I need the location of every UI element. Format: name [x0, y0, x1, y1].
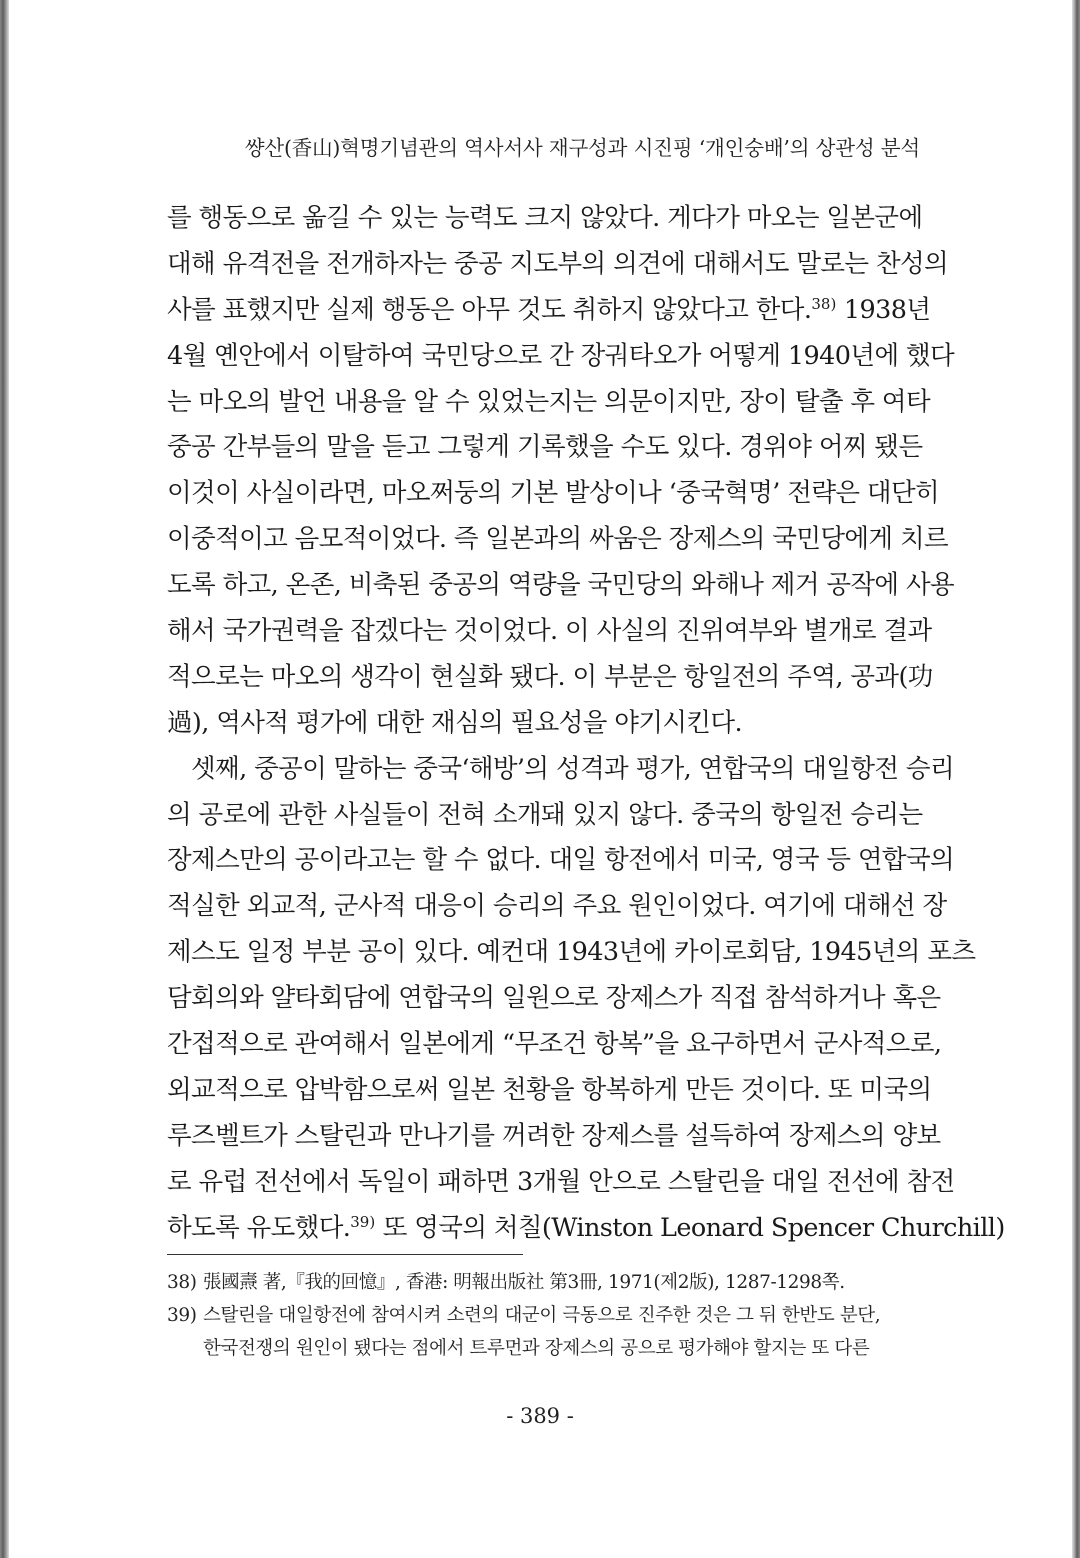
- footnote-38: [167, 1266, 914, 1299]
- body-line: 적으로는 마오의 생각이 현실화 됐다. 이 부분은 항일전의 주역, 공과(功: [167, 661, 933, 692]
- footnote-text: 한국전쟁의 원인이 됐다는 점에서 트루먼과 장제스의 공으로 평가해야 할지는 또 다른: [203, 1338, 870, 1359]
- body-line: 4월 옌안에서 이탈하여 국민당으로 간 장궈타오가 어떻게 1940년에 했다: [167, 340, 955, 371]
- body-line: 하도록 유도했다.$^{39)}$ 또 영국의 처칠(Winston Leonard Spencer Churchill): [167, 1212, 1005, 1243]
- footnote-divider: [167, 1254, 523, 1255]
- footnote-number: 38): [167, 1272, 197, 1293]
- footnote-ref-38: 38): [811, 294, 837, 313]
- footnote-number: 39): [167, 1305, 197, 1326]
- page-right-edge: [1072, 0, 1080, 1558]
- page-number: - 389 -: [506, 1404, 574, 1428]
- page-left-edge: [0, 0, 9, 1558]
- body-line: 장제스만의 공이라고는 할 수 없다. 대일 항전에서 미국, 영국 등 연합국의: [167, 845, 955, 876]
- body-line: 해서 국가권력을 잡겠다는 것이었다. 이 사실의 진위여부와 별개로 결과: [167, 616, 932, 647]
- footnote-39: [167, 1299, 914, 1365]
- footnotes: [167, 1266, 914, 1365]
- body-line: 담회의와 얄타회담에 연합국의 일원으로 장제스가 직접 참석하거나 혹은: [167, 983, 941, 1014]
- footnote-ref-39: 39): [350, 1212, 376, 1231]
- body-line: 제스도 일정 부분 공이 있다. 예컨대 1943년에 카이로회담, 1945년의 포츠: [167, 937, 976, 968]
- body-line: 적실한 외교적, 군사적 대응이 승리의 주요 원인이었다. 여기에 대해선 장: [167, 891, 947, 922]
- body-line: 로 유럽 전선에서 독일이 패하면 3개월 안으로 스탈린을 대일 전선에 참전: [167, 1166, 955, 1197]
- body-line: 는 마오의 발언 내용을 알 수 있었는지는 의문이지만, 장이 탈출 후 여타: [167, 386, 930, 417]
- body-line: 간접적으로 관여해서 일본에게 “무조건 항복”을 요구하면서 군사적으로,: [167, 1029, 942, 1060]
- running-header: 썅산(香山)혁명기념관의 역사서사 재구성과 시진핑 ‘개인숭배’의 상관성 분석: [244, 136, 920, 160]
- body-line: 외교적으로 압박함으로써 일본 천황을 항복하게 만든 것이다. 또 미국의: [167, 1074, 932, 1105]
- body-line: 중공 간부들의 말을 듣고 그렇게 기록했을 수도 있다. 경위야 어찌 됐든: [167, 432, 923, 463]
- body-line: 셋째, 중공이 말하는 중국‘해방’의 성격과 평가, 연합국의 대일항전 승리: [191, 753, 954, 784]
- body-line: 이중적이고 음모적이었다. 즉 일본과의 싸움은 장제스의 국민당에게 치르: [167, 524, 949, 555]
- body-line: 대해 유격전을 전개하자는 중공 지도부의 의견에 대해서도 말로는 찬성의: [167, 248, 949, 279]
- body-line: 를 행동으로 옮길 수 있는 능력도 크지 않았다. 게다가 마오는 일본군에: [167, 203, 923, 233]
- body-line: 過), 역사적 평가에 대한 재심의 필요성을 야기시킨다.: [167, 707, 742, 738]
- body-line: 루즈벨트가 스탈린과 만나기를 꺼려한 장제스를 설득하여 장제스의 양보: [167, 1120, 941, 1151]
- body-line: 사를 표했지만 실제 행동은 아무 것도 취하지 않았다고 한다.$^{38)}$ 1938년: [167, 294, 931, 325]
- body-line: 이것이 사실이라면, 마오쩌둥의 기본 발상이나 ‘중국혁명’ 전략은 대단히: [167, 478, 940, 509]
- body-text: [167, 196, 1005, 1251]
- footnote-text: 스탈린을 대일항전에 참여시켜 소련의 대군이 극동으로 진주한 것은 그 뒤 한반도 분단,: [203, 1305, 881, 1326]
- body-line: 도록 하고, 온존, 비축된 중공의 역량을 국민당의 와해나 제거 공작에 사용: [167, 570, 955, 601]
- body-line: 의 공로에 관한 사실들이 전혀 소개돼 있지 않다. 중국의 항일전 승리는: [167, 799, 923, 830]
- footnote-text: 張國燾 著,『我的回憶』, 香港: 明報出版社 第3冊, 1971(제2版), 1287-1298쪽.: [203, 1272, 845, 1293]
